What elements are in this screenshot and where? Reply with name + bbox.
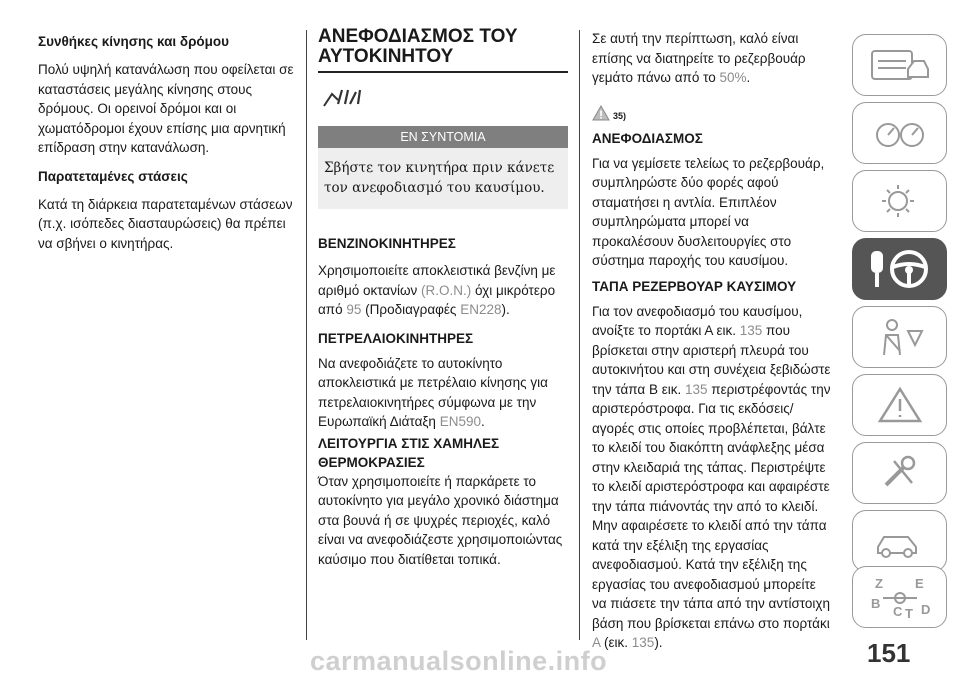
seatbelt-icon xyxy=(868,317,932,357)
summary-box-title: ΕΝ ΣΥΝΤΟΜΙΑ xyxy=(318,126,568,148)
tab-key-steering[interactable] xyxy=(852,238,947,300)
tab-seatbelt[interactable] xyxy=(852,306,947,368)
paragraph-cold-weather: Όταν χρησιμοποιείτε ή παρκάρετε το αυτοκίνητο για μεγάλο χρονικό διάστημα στα βουνά ή σε ψυχρές περιοχές, καλό είναι να ανεφοδιάζεστε χρησιμοποιώντας καύσιμο που διατίθεται τοπικά. xyxy=(318,473,563,567)
page-number: 151 xyxy=(867,638,911,668)
lights-icon xyxy=(868,181,932,221)
svg-text:T: T xyxy=(904,606,913,620)
svg-text:E: E xyxy=(914,576,924,591)
tab-index[interactable] xyxy=(852,566,947,628)
watermark: carmanualsonline.info xyxy=(310,646,608,676)
paragraph-road-conditions: Πολύ υψηλή κατανάλωση που οφείλεται σε καταστάσεις μεγάλης κίνησης στους δρόμους. Οι ορεινοί δρόμοι και οι χωματόδρομοι έχουν επίσης μια αρνητική επίδραση στην κατανάλωση. xyxy=(38,62,294,155)
summary-box-text: Σβήστε τον κινητήρα πριν κάνετε τον ανεφοδιασμό του καυσίμου. xyxy=(318,148,568,209)
warning-triangle-icon xyxy=(592,105,610,121)
heading-cold-weather: ΛΕΙΤΟΥΡΓΙΑ ΣΤΙΣ ΧΑΜΗΛΕΣ ΘΕΡΜΟΚΡΑΣΙΕΣ xyxy=(318,435,500,470)
car-info-icon xyxy=(868,45,932,85)
dashboard-icon xyxy=(868,113,932,153)
tab-car-tools[interactable] xyxy=(852,510,947,572)
paragraph-intro: Σε αυτή την περίπτωση, καλό είναι επίσης να διατηρείτε το ρεζερβουάρ γεμάτο πάνω από το 50%. xyxy=(592,31,806,85)
tab-maintenance[interactable] xyxy=(852,442,947,504)
column-1 xyxy=(38,0,294,253)
tab-lights[interactable] xyxy=(852,170,947,232)
heading-long-stops: Παρατεταμένες στάσεις xyxy=(38,168,188,184)
warning-reference xyxy=(592,101,832,121)
warning-number: 35) xyxy=(613,110,627,121)
heading-diesel: ΠΕΤΡΕΛΑΙΟΚΙΝΗΤΗΡΕΣ xyxy=(318,330,474,346)
section-title: ΑΝΕΦΟΔΙΑΣΜΟΣ ΤΟΥ ΑΥΤΟΚΙΝΗΤΟΥ xyxy=(318,27,568,73)
tab-warning[interactable] xyxy=(852,374,947,436)
paragraph-fuel-cap: Για τον ανεφοδιασμό του καυσίμου, ανοίξτε το πορτάκι Α εικ. 135 που βρίσκεται στην αριστερή πλευρά του αυτοκινήτου και στη συνέχεια ξεβιδώστε την τάπα Β εικ. 135 περιστρέφοντάς την αριστερόστροφα. Για τις εκδόσεις/αγορές στις οποίες προβλέπεται, βάλτε το κλειδί του διακόπτη ανάφλεξης μέσα στην κλειδαριά της τάπας. Περιστρέψτε το κλειδί αριστερόστροφα και αφαιρέστε την τάπα πιάνοντάς την από το κλειδί. Μην αφαιρέσετε το κλειδί από την τάπα κατά την εξέλιξη της εργασίας ανεφοδιασμού. Κατά την εξέλιξη της εργασίας του ανεφοδιασμού μπορείτε να πιάσετε την τάπα από την αντίστοιχη βάση που βρίσκεται επάνω στο πορτάκι A (εικ. 135). xyxy=(592,303,831,650)
heading-road-conditions: Συνθήκες κίνησης και δρόμου xyxy=(38,34,230,49)
column-2 xyxy=(318,0,568,569)
tab-car-info[interactable] xyxy=(852,34,947,96)
heading-petrol: ΒΕΝΖΙΝΟΚΙΝΗΤΗΡΕΣ xyxy=(318,236,456,251)
paragraph-long-stops: Κατά τη διάρκεια παρατεταμένων στάσεων (π.χ. ισόπεδες διασταυρώσεις) θα πρέπει να σβήνει ο κινητήρας. xyxy=(38,196,293,251)
paragraph-petrol: Χρησιμοποιείτε αποκλειστικά βενζίνη με αριθμό οκτανίων (R.O.N.) όχι μικρότερο από 95 (Προδιαγραφές EN228). xyxy=(318,263,556,317)
car-tools-icon xyxy=(868,521,932,561)
tab-dashboard[interactable] xyxy=(852,102,947,164)
column-3 xyxy=(592,0,832,653)
heading-fuel-cap: ΤΑΠΑ ΡΕΖΕΡΒΟΥΑΡ ΚΑΥΣΙΜΟΥ xyxy=(592,278,797,294)
warning-triangle-icon xyxy=(868,385,932,425)
svg-text:C: C xyxy=(892,604,902,619)
svg-text:D: D xyxy=(920,602,930,617)
svg-text:B: B xyxy=(870,596,880,611)
paragraph-refueling: Για να γεμίσετε τελείως το ρεζερβουάρ, συμπληρώστε δύο φορές αφού σταματήσει η αντλία. Επιπλέον συμπληρώματα μπορεί να προκαλέσουν δυσλειτουργίες στο σύστημα παροχής του καυσίμου. xyxy=(592,155,825,268)
svg-text:Z: Z xyxy=(874,576,883,591)
index-letters-icon xyxy=(865,574,935,620)
heading-refueling: ΑΝΕΦΟΔΙΑΣΜΟΣ xyxy=(592,130,703,146)
paragraph-diesel: Να ανεφοδιάζετε το αυτοκίνητο αποκλειστικά με πετρέλαιο κίνησης για πετρελαιοκινητήρες σύμφωνα με την Ευρωπαϊκή Διάταξη EN590. xyxy=(318,355,548,429)
wrench-icon xyxy=(868,453,932,493)
key-steering-icon xyxy=(865,245,935,293)
book-icon xyxy=(320,86,568,112)
